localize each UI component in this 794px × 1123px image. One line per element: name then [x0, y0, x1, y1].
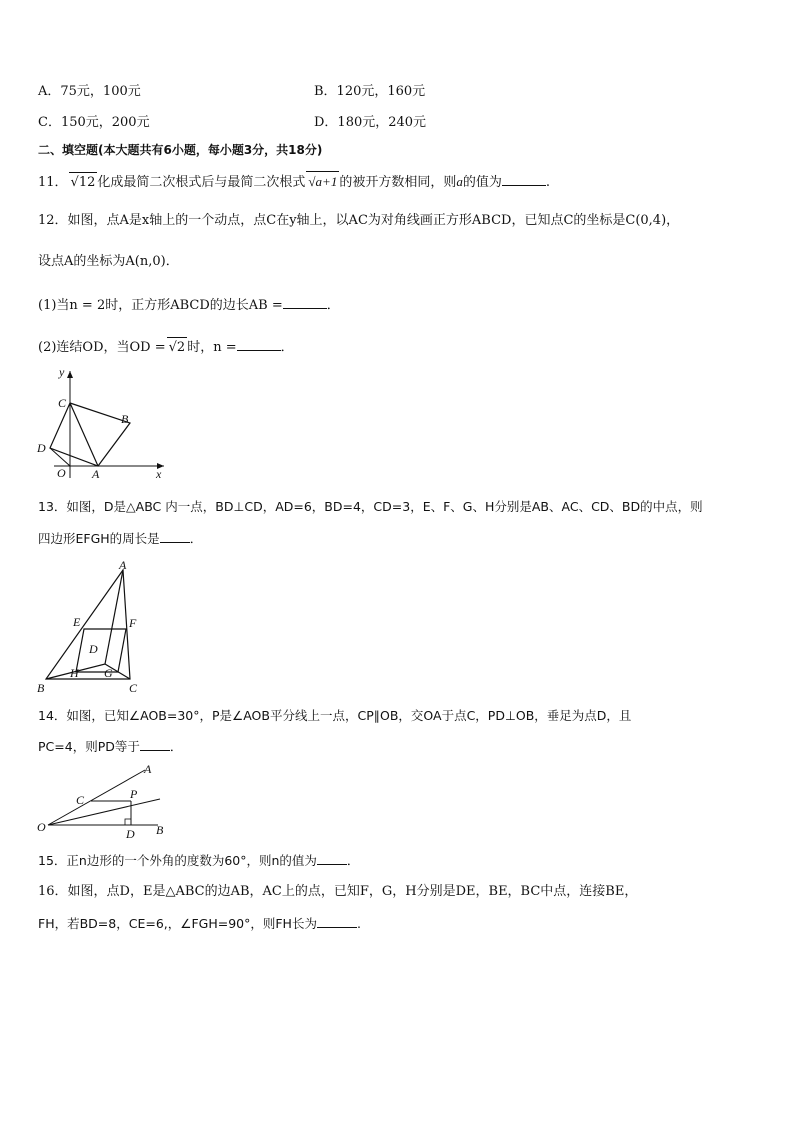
q12-p2-blank[interactable] [237, 338, 281, 351]
q13-label-c: C [129, 681, 138, 695]
q12-p1-blank[interactable] [283, 296, 327, 309]
q12-label-x: x [156, 467, 162, 481]
q12-label-o: O [57, 466, 66, 480]
option-a: A．75元，100元 [38, 84, 141, 99]
q12-label-b: B [121, 412, 129, 426]
q13-label-b: B [37, 681, 45, 695]
q13-label-h: H [70, 666, 79, 680]
question-11 [38, 171, 550, 193]
q13-label-f: F [129, 616, 137, 630]
q12-label-y: y [59, 366, 65, 379]
q11-text-1: 化成最简二次根式后与最简二次根式 [97, 175, 306, 190]
q14-figure [34, 762, 174, 840]
question-12-part-1 [38, 296, 340, 316]
q12-p1-end: ． [326, 298, 340, 313]
q12-p1-text: (1)当n = 2时，正方形ABCD的边长AB = [38, 298, 283, 313]
question-15 [38, 851, 359, 871]
q14-right-angle-mark [125, 819, 131, 825]
q11-text-2: 的被开方数相同，则 [339, 175, 457, 190]
q16-text: FH，若BD=8，CE=6,，∠FGH=90°，则FH长为 [38, 916, 317, 931]
q13-triangle-abc [46, 570, 130, 679]
q14-blank[interactable] [140, 738, 170, 751]
question-16-line-2 [38, 914, 361, 934]
question-14-line-1: 14．如图，已知∠AOB=30°，P是∠AOB平分线上一点，CP∥OB，交OA于点C，PD⊥OB，垂足为点D，且 [38, 708, 632, 723]
q13-label-g: G [104, 666, 113, 680]
question-12-line-1: 12．如图，点A是x轴上的一个动点，点C在y轴上，以AC为对角线画正方形ABCD，已知点C的坐标是C(0,4)， [38, 213, 680, 228]
q13-label-d: D [89, 642, 98, 656]
q12-square [50, 403, 130, 466]
question-12-line-2: 设点A的坐标为A(n,0)． [38, 254, 179, 269]
q12-p2-text: (2)连结OD，当OD = [38, 340, 166, 355]
q13-text: 四边形EFGH的周长是 [38, 531, 160, 546]
question-16-line-1: 16．如图，点D，E是△ABC的边AB，AC上的点，已知F，G，H分别是DE，BE，BC中点，连接BE， [38, 884, 638, 899]
q14-label-a: A [144, 762, 152, 776]
q12-label-d: D [37, 441, 46, 455]
q14-label-d: D [126, 827, 135, 840]
q11-blank[interactable] [502, 173, 546, 186]
q12-p2-radicand: 2 [176, 340, 186, 355]
q13-label-a: A [119, 558, 127, 572]
q11-radicand-2: a+1 [315, 174, 338, 189]
q11-text-3: 的值为 [462, 175, 502, 190]
question-13-line-2 [38, 529, 202, 549]
question-14-line-2 [38, 737, 182, 757]
q11-end: . [545, 175, 550, 190]
q13-blank[interactable] [160, 530, 190, 543]
q13-end: ． [189, 531, 203, 546]
q11-sqrt-a1: √a+1 [306, 171, 339, 192]
option-b: B．120元，160元 [314, 84, 426, 99]
q14-text: PC=4，则PD等于 [38, 739, 140, 754]
q11-number: 11． [38, 175, 68, 190]
section-heading: 二、填空题(本大题共有6小题，每小题3分，共18分) [38, 143, 323, 157]
option-c: C．150元，200元 [38, 115, 150, 130]
q16-end: . [356, 916, 361, 931]
option-d: D．180元，240元 [314, 115, 427, 130]
q13-label-e: E [73, 615, 81, 629]
q12-label-a: A [92, 467, 100, 481]
q12-p2-end: ． [280, 340, 294, 355]
q11-radicand-1: 12 [78, 175, 96, 190]
q12-label-c: C [58, 396, 67, 410]
q11-sqrt-12: √12 [69, 172, 98, 193]
q14-end: ． [169, 739, 183, 754]
q12-segment-od [50, 448, 70, 466]
q16-blank[interactable] [317, 915, 357, 928]
question-12-part-2 [38, 337, 294, 358]
q12-p2-sqrt: √2 [167, 337, 188, 358]
q14-label-p: P [130, 787, 138, 801]
q15-end: ． [346, 853, 360, 868]
q14-bisector [48, 799, 160, 825]
q13-figure [34, 558, 154, 698]
q14-label-b: B [156, 823, 164, 837]
q12-y-arrow [67, 371, 73, 378]
q15-blank[interactable] [317, 852, 347, 865]
q13-segment-ad [105, 570, 123, 664]
q14-label-o: O [37, 820, 46, 834]
q11-var: a [456, 174, 463, 189]
q12-p2-text-2: 时，n = [187, 340, 237, 355]
q12-figure [34, 366, 174, 481]
question-13-line-1: 13．如图，D是△ABC 内一点，BD⊥CD，AD=6，BD=4，CD=3，E、F、G、H分别是AB、AC、CD、BD的中点，则 [38, 499, 703, 514]
q14-label-c: C [76, 793, 85, 807]
q15-text: 15．正n边形的一个外角的度数为60°，则n的值为 [38, 853, 317, 868]
